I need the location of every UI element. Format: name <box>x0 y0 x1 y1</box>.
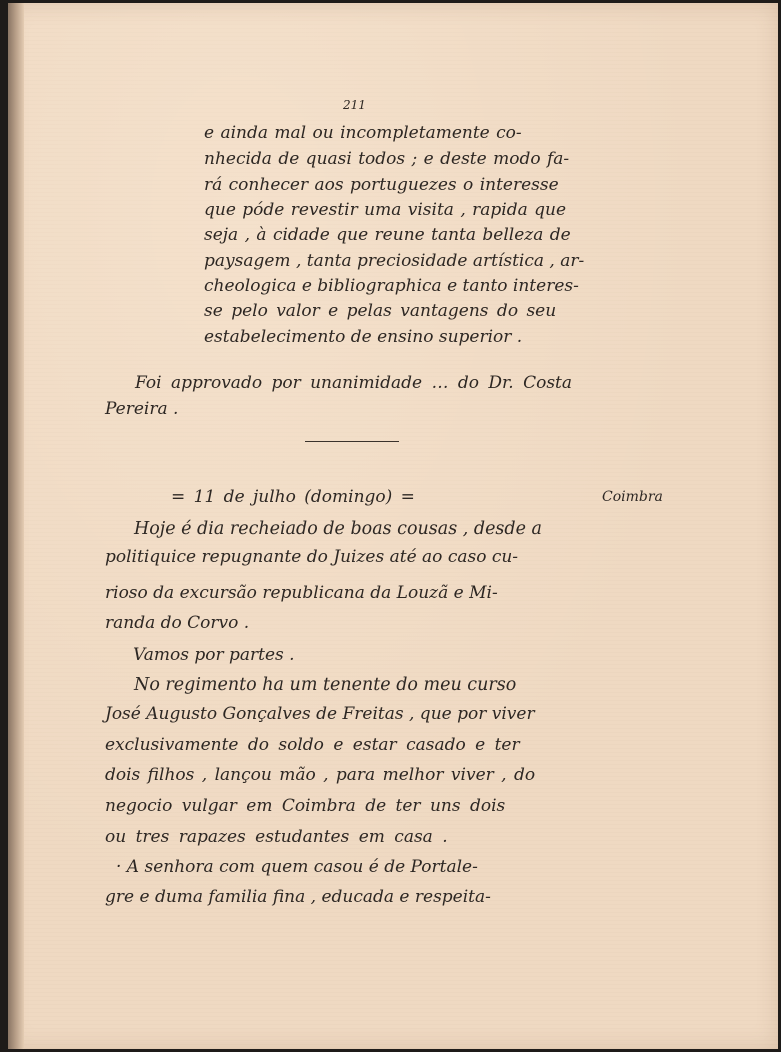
entry-heading: = 11 de julho (domingo) = <box>171 487 415 507</box>
text-line: nhecida de quasi todos ; e deste modo fa- <box>204 149 570 169</box>
text-line: politiquice repugnante do Juizes até ao caso cu- <box>105 547 519 567</box>
text-line: ou tres rapazes estudantes em casa . <box>105 827 448 847</box>
text-line: · A senhora com quem casou é de Portale- <box>116 857 478 877</box>
manuscript-page <box>8 3 778 1049</box>
text-line: cheologica e bibliographica e tanto interes- <box>204 276 579 296</box>
page-number: 211 <box>343 98 366 112</box>
text-line: exclusivamente do soldo e estar casado e ter <box>105 735 520 755</box>
text-line: dois filhos , lançou mão , para melhor viver , do <box>105 765 536 785</box>
text-line: estabelecimento de ensino superior . <box>204 327 523 347</box>
text-line: Hoje é dia recheiado de boas cousas , desde a <box>134 519 542 539</box>
text-line: rá conhecer aos portuguezes o interesse <box>204 175 559 195</box>
text-line: que póde revestir uma visita , rapida que <box>204 200 567 220</box>
text-line: negocio vulgar em Coimbra de ter uns dois <box>105 796 506 816</box>
text-line: José Augusto Gonçalves de Freitas , que por viver <box>105 704 535 724</box>
margin-place-name: Coimbra <box>602 489 663 505</box>
text-line: randa do Corvo . <box>105 613 250 633</box>
text-line: e ainda mal ou incompletamente co- <box>204 123 522 143</box>
text-line: rioso da excursão republicana da Louzã e Mi- <box>105 583 498 603</box>
section-divider <box>305 441 399 442</box>
text-line: se pelo valor e pelas vantagens do seu <box>204 301 557 321</box>
text-line: No regimento ha um tenente do meu curso <box>134 675 517 695</box>
text-line: paysagem , tanta preciosidade artística , ar- <box>204 251 585 271</box>
text-line: gre e duma familia fina , educada e respeita- <box>105 887 491 907</box>
book-spine-shadow <box>8 3 24 1049</box>
text-line: Vamos por partes . <box>133 645 295 665</box>
text-line: seja , à cidade que reune tanta belleza de <box>204 225 571 245</box>
text-line: Pereira . <box>105 399 179 419</box>
text-line: Foi approvado por unanimidade … do Dr. Costa <box>135 373 573 393</box>
